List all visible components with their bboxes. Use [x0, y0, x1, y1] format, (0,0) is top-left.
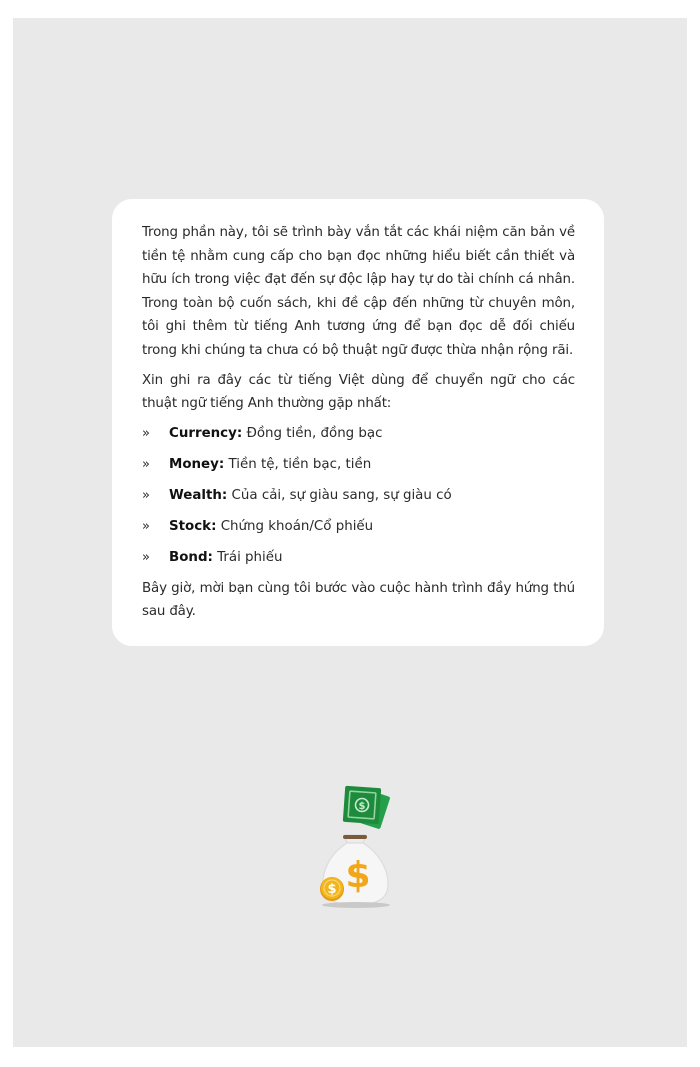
term-meaning: Chứng khoán/Cổ phiếu	[216, 518, 374, 534]
svg-text:$: $	[327, 882, 337, 897]
bullet-icon: »	[142, 456, 150, 472]
bullet-icon: »	[142, 518, 150, 534]
bullet-icon: »	[142, 487, 150, 503]
money-bag-icon	[306, 783, 398, 908]
list-item	[142, 484, 575, 508]
term-label: Stock:	[169, 518, 217, 534]
coin-icon	[320, 877, 344, 901]
list-item	[142, 515, 575, 539]
closing-paragraph: Bây giờ, mời bạn cùng tôi bước vào cuộc hành trình đầy hứng thú sau đây.	[142, 580, 575, 620]
banknote-icon	[343, 786, 391, 830]
list-item	[142, 422, 575, 446]
list-item	[142, 453, 575, 477]
term-label: Currency:	[169, 425, 243, 441]
svg-text:$: $	[358, 801, 366, 812]
intro-paragraph: Trong phần này, tôi sẽ trình bày vắn tắt các khái niệm căn bản về tiền tệ nhằm cung cấp cho bạn đọc những hiểu biết cần thiết và hữu ích trong việc đạt đến sự độc lập hay tự do tài chính cá nhân. Trong toàn bộ cuốn sách, khi đề cập đến những từ chuyên môn, tôi ghi thêm từ tiếng Anh tương ứng để bạn đọc dễ đối chiếu trong khi chúng ta chưa có bộ thuật ngữ được thừa nhận rộng rãi.	[142, 225, 575, 358]
term-meaning: Của cải, sự giàu sang, sự giàu có	[227, 487, 452, 503]
bullet-icon: »	[142, 549, 150, 565]
terms-intro-paragraph: Xin ghi ra đây các từ tiếng Việt dùng để chuyển ngữ cho các thuật ngữ tiếng Anh thường gặp nhất:	[142, 372, 575, 412]
term-label: Money:	[169, 456, 225, 472]
dollar-icon: $	[345, 855, 371, 896]
term-label: Wealth:	[169, 487, 228, 503]
list-item	[142, 546, 575, 570]
content-card	[112, 199, 604, 646]
term-label: Bond:	[169, 549, 213, 565]
terms-list	[142, 422, 575, 570]
bullet-icon: »	[142, 425, 150, 441]
term-meaning: Đồng tiền, đồng bạc	[242, 425, 383, 441]
term-meaning: Tiền tệ, tiền bạc, tiền	[224, 456, 372, 472]
term-meaning: Trái phiếu	[212, 549, 283, 565]
